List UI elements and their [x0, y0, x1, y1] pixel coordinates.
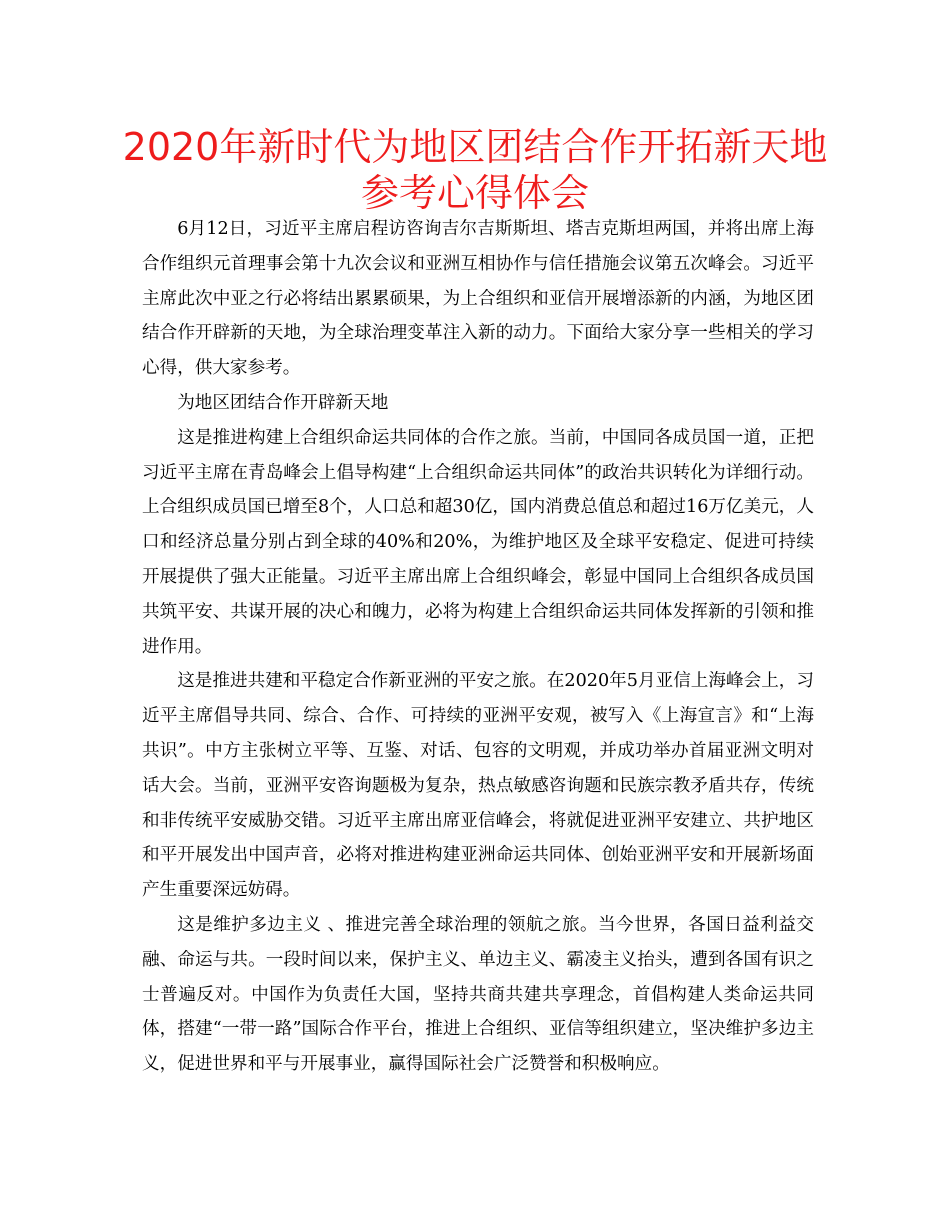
- section-heading: 为地区团结合作开辟新天地: [177, 392, 389, 413]
- body-paragraph-2: 这是推进共建和平稳定合作新亚洲的平安之旅。在2020年5月亚信上海峰会上，习近平主席倡导共同、综合、合作、可持续的亚洲平安观，被写入《上海宣言》和“上海共识”。中方主张树立平等、互鉴、对话、包容的文明观，并成功举办首届亚洲文明对话大会。当前，亚洲平安咨询题极为复杂，热点敏感咨询题和民族宗教矛盾共存，传统和非传统平安威胁交错。习近平主席出席亚信峰会，将就促进亚洲平安建立、共护地区和平开展发出中国声音，必将对推进构建亚洲命运共同体、创始亚洲平安和开展新场面产生重要深远妨碍。: [142, 671, 814, 901]
- body-paragraph-1: 这是推进构建上合组织命运共同体的合作之旅。当前，中国同各成员国一道，正把习近平主席在青岛峰会上倡导构建“上合组织命运共同体”的政治共识转化为详细行动。上合组织成员国已增至8个，人口总和超30亿，国内消费总值总和超过16万亿美元，人口和经济总量分别占到全球的40%和20%，为维护地区及全球平安稳定、促进可持续开展提供了强大正能量。习近平主席出席上合组织峰会，彰显中国同上合组织各成员国共筑平安、共谋开展的决心和魄力，必将为构建上合组织命运共同体发挥新的引领和推进作用。: [142, 427, 814, 657]
- document-body: [142, 212, 814, 1082]
- document-title-line-2: 参考心得体会: [360, 171, 589, 215]
- body-paragraph-3: 这是维护多边主义 、推进完善全球治理的领航之旅。当今世界，各国日益利益交融、命运与共。一段时间以来，保护主义、单边主义、霸凌主义抬头，遭到各国有识之士普遍反对。中国作为负责任大国，坚持共商共建共享理念，首倡构建人类命运共同体，搭建“一带一路”国际合作平台，推进上合组织、亚信等组织建立，坚决维护多边主义，促进世界和平与开展事业，赢得国际社会广泛赞誉和积极响应。: [142, 914, 814, 1075]
- document-title-line-1: 2020年新时代为地区团结合作开拓新天地: [122, 125, 828, 169]
- intro-paragraph: 6月12日，习近平主席启程访咨询吉尔吉斯斯坦、塔吉克斯坦两国，并将出席上海合作组织元首理事会第十九次会议和亚洲互相协作与信任措施会议第五次峰会。习近平主席此次中亚之行必将结出累累硕果，为上合组织和亚信开展增添新的内涵，为地区团结合作开辟新的天地，为全球治理变革注入新的动力。下面给大家分享一些相关的学习心得，供大家参考。: [142, 219, 814, 379]
